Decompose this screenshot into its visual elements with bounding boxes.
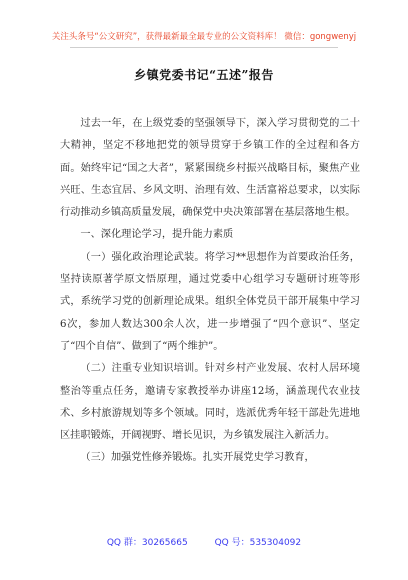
- body-paragraph: （一）强化政治理论武装。将学习**思想作为首要政治任务，坚持读原著学原文悟原理，通过党委中心组学习专题研讨班等形式，系统学习党的创新理论成果。组织全体党员干部开展集中学习6次，参加人数达300余人次，进一步增强了“四个意识”、坚定了“四个自信”、做到了“两个维护”。: [60, 251, 360, 352]
- footer-contact: [0, 535, 408, 548]
- header-divider: [70, 47, 338, 48]
- footer-qq-group: QQ 群：30265665: [106, 538, 188, 548]
- footer-qq-number: QQ 号：535304092: [214, 538, 302, 548]
- intro-paragraph: 过去一年，在上级党委的坚强领导下，深入学习贯彻党的二十大精神，坚定不移地把党的领导贯穿于乡镇工作的全过程和各方面。始终牢记“国之大者”，紧紧围绕乡村振兴战略目标，聚焦产业兴旺、生态宜居、乡风文明、治理有效、生活富裕总要求，以实际行动推动乡镇高质量发展，确保党中央决策部署在基层落地生根。: [60, 118, 360, 219]
- header-banner: 关注头条号“公文研究”，获得最新最全最专业的公文资料库！ 微信：gongwenyj: [51, 32, 357, 42]
- document-title: 乡镇党委书记“五述”报告: [134, 68, 274, 82]
- section-heading: 一、深化理论学习，提升能力素质: [80, 229, 234, 241]
- body-paragraph: （二）注重专业知识培训。针对乡村产业发展、农村人居环境整治等重点任务，邀请专家教授举办讲座12场，涵盖现代农业技术、乡村旅游规划等多个领域。同时，选派优秀年轻干部赴先进地区挂职锻炼，开阔视野、增长见识，为乡镇发展注入新活力。: [60, 363, 360, 442]
- body-paragraph: （三）加强党性修养锻炼。扎实开展党史学习教育，: [80, 452, 315, 464]
- document-body: [60, 113, 360, 470]
